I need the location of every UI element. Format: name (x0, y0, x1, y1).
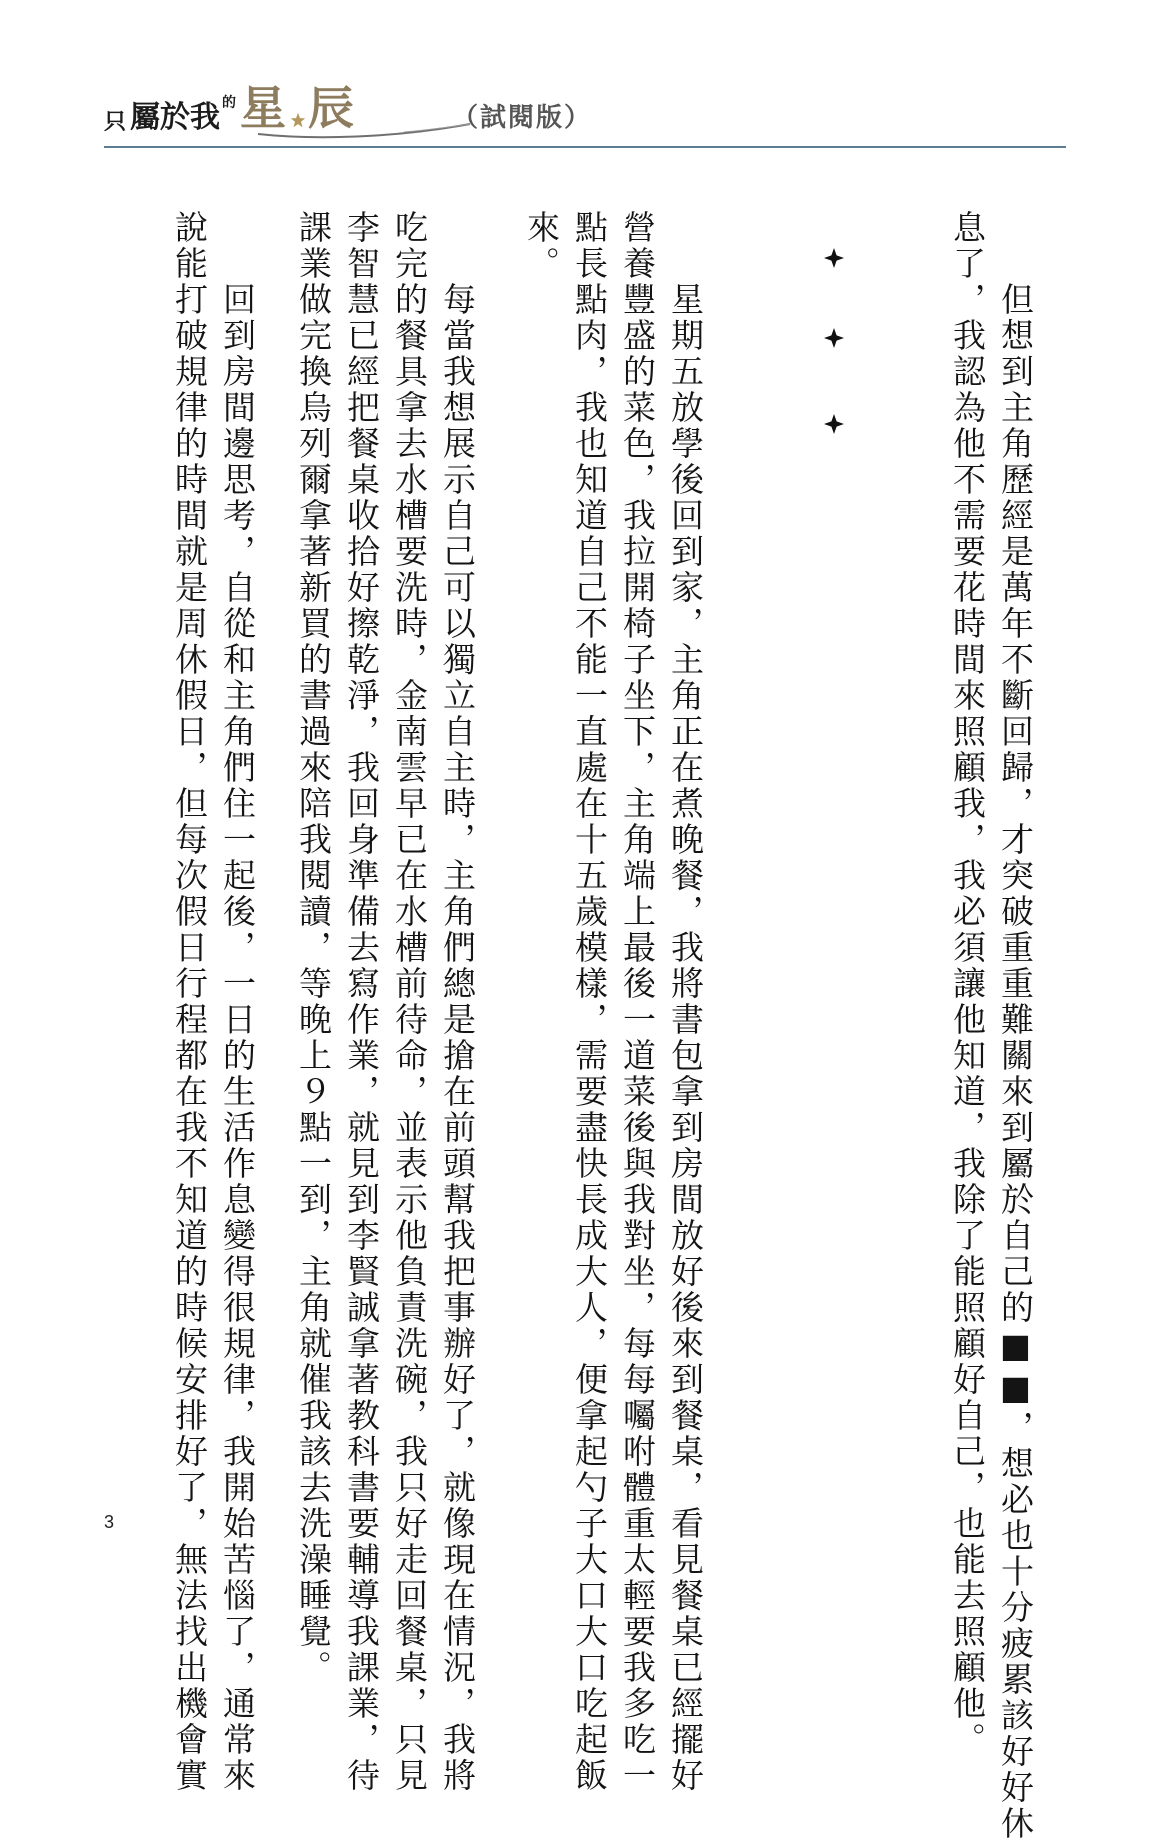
logo-swoosh-icon (254, 118, 474, 140)
text-column-1: 但想到主角歷經是萬年不斷回歸，才突破重重難關來到屬於自己的■■，想必也十分疲累該好好休 (996, 210, 1035, 1842)
text-column-6: 來。 (522, 210, 561, 282)
page-header (104, 76, 1064, 148)
text-column-4: 營養豐盛的菜色，我拉開椅子坐下，主角端上最後一道菜後與我對坐，每每囑咐體重太輕要我多吃一 (618, 210, 657, 1794)
text-column-12: 說能打破規律的時間就是周休假日，但每次假日行程都在我不知道的時候安排好了，無法找出機會實 (170, 210, 209, 1794)
edition-label: （試閱版） (452, 103, 593, 133)
section-separator-star-icon (824, 248, 844, 268)
text-column-2: 息了，我認為他不需要花時間來照顧我，我必須讓他知道，我除了能照顧好自己，也能去照顧他。 (948, 210, 987, 1758)
text-column-7: 每當我想展示自己可以獨立自主時，主角們總是搶在前頭幫我把事辦好了，就像現在情況，我將 (438, 210, 477, 1794)
logo-char-zhi: 只 (104, 109, 127, 135)
header-rule (104, 146, 1066, 148)
text-column-8: 吃完的餐具拿去水槽要洗時，金南雲早已在水槽前待命，並表示他負責洗碗，我只好走回餐桌，只見 (390, 210, 429, 1794)
logo-char-shu: 屬於我 (130, 100, 220, 135)
section-separator-star-icon (824, 414, 844, 434)
text-column-11: 回到房間邊思考，自從和主角們住一起後，一日的生活作息變得很規律，我開始苦惱了，通常來 (218, 210, 257, 1794)
text-column-3: 星期五放學後回到家，主角正在煮晚餐，我將書包拿到房間放好後來到餐桌，看見餐桌已經擺好 (666, 210, 705, 1794)
text-column-5: 點長點肉，我也知道自己不能一直處在十五歲模樣，需要盡快長成大人，便拿起勺子大口大口吃起飯 (570, 210, 609, 1794)
page-number: 3 (104, 1512, 115, 1532)
logo-char-de: 的 (222, 95, 236, 111)
text-column-9: 李智慧已經把餐桌收拾好擦乾淨，我回身準備去寫作業，就見到李賢誠拿著教科書要輔導我課業，待 (342, 210, 381, 1794)
section-separator-star-icon (824, 328, 844, 348)
book-title-logo (104, 78, 444, 138)
text-column-10: 課業做完換烏列爾拿著新買的書過來陪我閱讀，等晚上９點一到，主角就催我該去洗澡睡覺。 (294, 210, 333, 1686)
logo-char-xing: 星 (240, 81, 286, 135)
logo-char-chen: 辰 (308, 81, 354, 135)
